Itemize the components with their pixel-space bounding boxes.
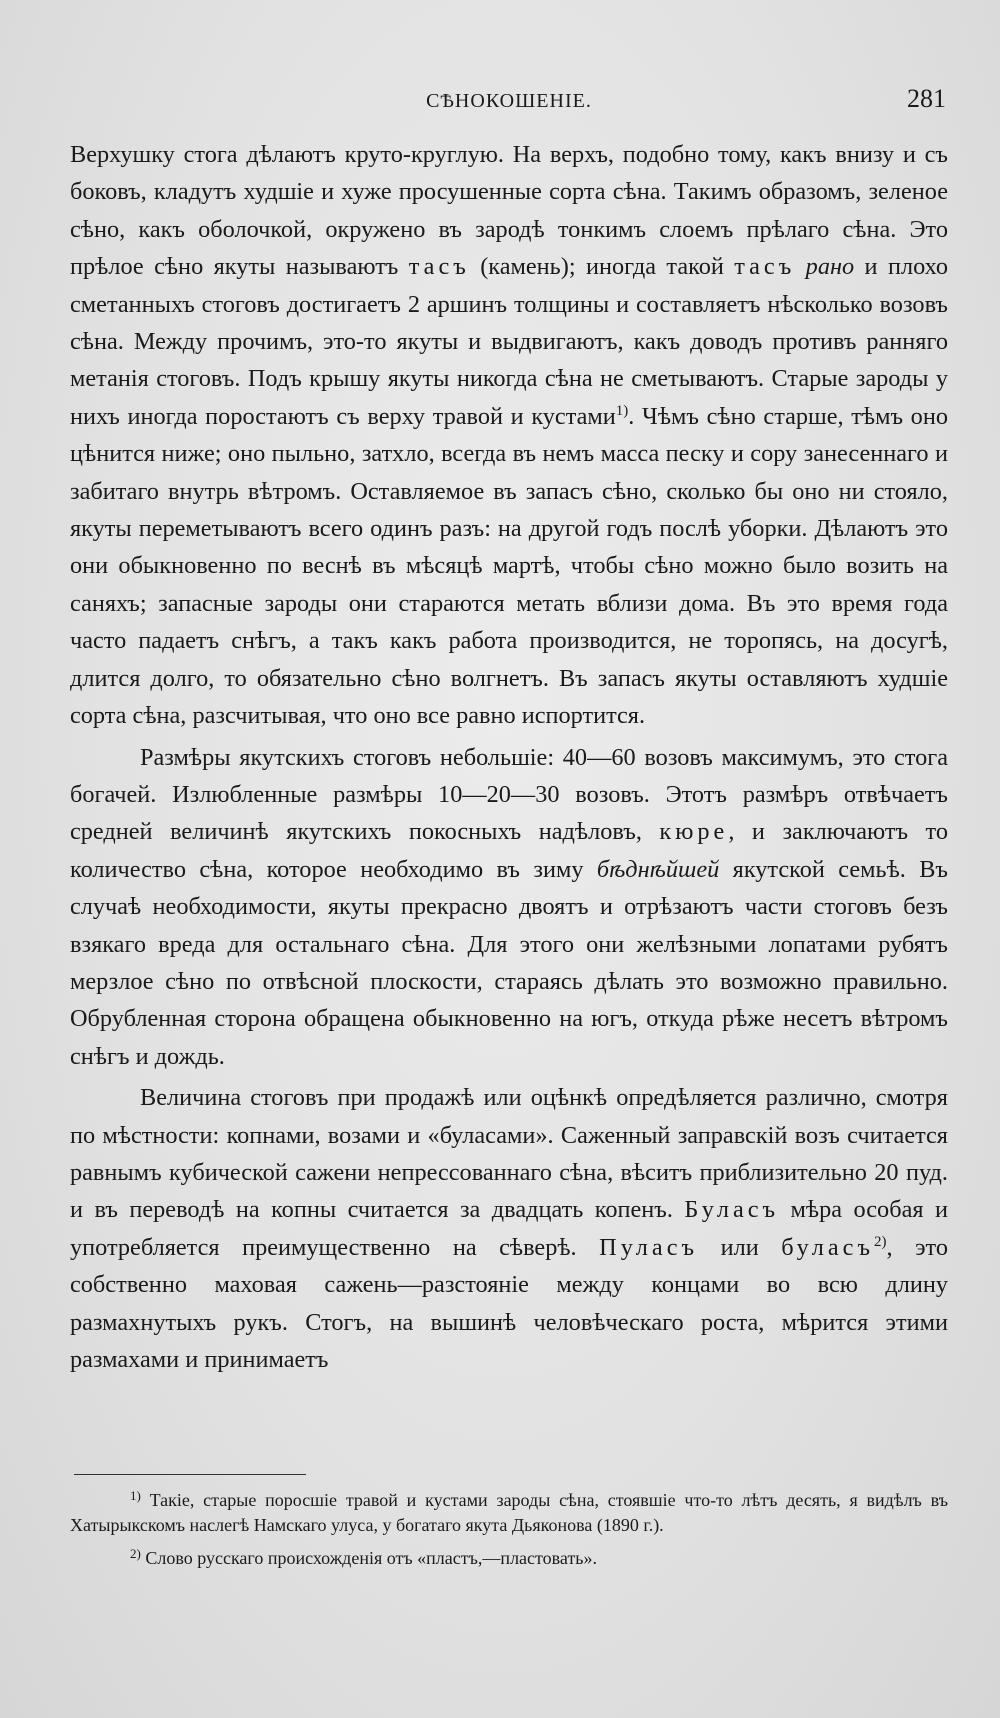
text-run: . Чѣмъ сѣно старше, тѣмъ оно цѣнится ниже; оно пыльно, затхло, всегда въ немъ масса песку и сору занесеннаго и забитаго внутрь вѣтромъ. Оставляемое въ запасъ сѣно, сколько бы оно ни стояло, якуты переметываютъ всего одинъ разъ: на другой годъ послѣ уборки. Дѣлаютъ это они обыкновенно по веснѣ въ мѣсяцѣ мартѣ, чтобы сѣно можно было возить на саняхъ; запасные зароды они стараются метать вблизи дома. Въ это время года часто падаетъ снѣгъ, а такъ какъ работа производится, не торопясь, на досугѣ, длится долго, то обязательно сѣно волгнетъ. Въ запасъ якуты оставляютъ худшіе сорта сѣна, разсчитывая, что оно все равно испортится. xyxy=(70,402,948,730)
term-bulas: Буласъ xyxy=(684,1196,780,1224)
footnote-2 xyxy=(70,1546,948,1571)
term-kyure: кюре xyxy=(659,818,729,846)
running-title: СѢНОКОШЕНІЕ. xyxy=(426,90,592,112)
footnote-mark: 1) xyxy=(130,1488,141,1503)
footnote-mark: 2) xyxy=(130,1546,141,1561)
footnote-text: Такіе, старые поросшіе травой и кустами зароды сѣна, стоявшіе что-то лѣтъ десять, я видѣлъ въ Хатырыкскомъ наслегѣ Намскаго улуса, у богатаго якута Дьяконова (1890 г.). xyxy=(70,1490,948,1535)
text-run: Верхушку стога дѣлаютъ круто-круглую. На верхъ, подобно тому, какъ внизу и съ боковъ, кладутъ худшіе и хуже просушенные сорта сѣна. Такимъ образомъ, зеленое сѣно, какъ оболочкой, окружено въ зародѣ тонкимъ слоемъ прѣлаго сѣна. Это прѣлое сѣно якуты называютъ xyxy=(70,141,948,281)
text-run: и плохо сметанныхъ стоговъ достигаетъ 2 аршинъ толщины и составляетъ нѣсколько возовъ сѣна. Между прочимъ, это-то якуты и выдвигаютъ, какъ доводъ противъ ранняго метанія стоговъ. Подъ крышу якуты никогда сѣна не сметываютъ. Старые зароды у нихъ иногда поростаютъ съ верху травой и кустами xyxy=(70,253,948,430)
footnote-ref-2: 2) xyxy=(874,1233,887,1250)
emphasis-rano: рано xyxy=(805,253,855,281)
emphasis-bedneishei: бѣднѣйшей xyxy=(596,855,720,883)
text-run: или xyxy=(698,1233,782,1261)
text-run: , и заключаютъ то количество сѣна, которое необходимо въ зиму xyxy=(70,818,948,883)
term-bulas: буласъ xyxy=(781,1233,875,1261)
term-tas: тасъ xyxy=(408,253,470,281)
footnote-1 xyxy=(70,1488,948,1538)
paragraph-1 xyxy=(70,136,948,735)
footnotes xyxy=(70,1488,948,1571)
footnote-text: Слово русскаго происхожденія отъ «пластъ,—пластовать». xyxy=(140,1548,598,1568)
text-run: Размѣры якутскихъ стоговъ небольшіе: 40—60 возовъ максимумъ, это стога богачей. Излюбленные размѣры 10—20—30 возовъ. Этотъ размѣръ отвѣчаетъ средней величинѣ якутскихъ покосныхъ надѣловъ, xyxy=(70,743,948,846)
text-run: Величина стоговъ при продажѣ или оцѣнкѣ опредѣляется различно, смотря по мѣстности: копнами, возами и «буласами». Саженный заправскій возъ считается равнымъ кубической сажени непрессованнаго сѣна, вѣситъ приблизительно 20 пуд. и въ переводѣ на копны считается за двадцать копенъ. xyxy=(70,1084,948,1224)
text-run: (камень); иногда такой xyxy=(469,253,735,281)
paragraph-3 xyxy=(70,1079,948,1378)
footnote-divider xyxy=(74,1474,306,1475)
page-number: 281 xyxy=(907,84,946,113)
text-run: , это собственно маховая сажень—разстояніе между концами во всю длину размахнутыхъ рукъ. Стогъ, на вышинѣ человѣческаго роста, мѣрится этими размахами и принимаетъ xyxy=(70,1233,948,1373)
term-pulas: Пуласъ xyxy=(599,1233,699,1261)
text-run xyxy=(795,253,805,280)
text-run: якутской семьѣ. Въ случаѣ необходимости, якуты прекрасно двоятъ и отрѣзаютъ части стоговъ безъ взякаго вреда для остальнаго сѣна. Для этого они желѣзными лопатами рубятъ мерзлое сѣно по отвѣсной плоскости, стараясь дѣлать это возможно правильно. Обрубленная сторона обращена обыкновенно на югъ, откуда рѣже несетъ вѣтромъ снѣгъ и дождь. xyxy=(70,855,948,1070)
footnote-ref-1: 1) xyxy=(615,402,629,419)
main-text xyxy=(70,136,948,1378)
paragraph-2 xyxy=(70,739,948,1076)
running-header xyxy=(72,84,946,124)
term-tas: тасъ xyxy=(734,253,796,281)
text-run: мѣра особая и употребляется преимущественно на сѣверѣ. xyxy=(70,1196,948,1261)
